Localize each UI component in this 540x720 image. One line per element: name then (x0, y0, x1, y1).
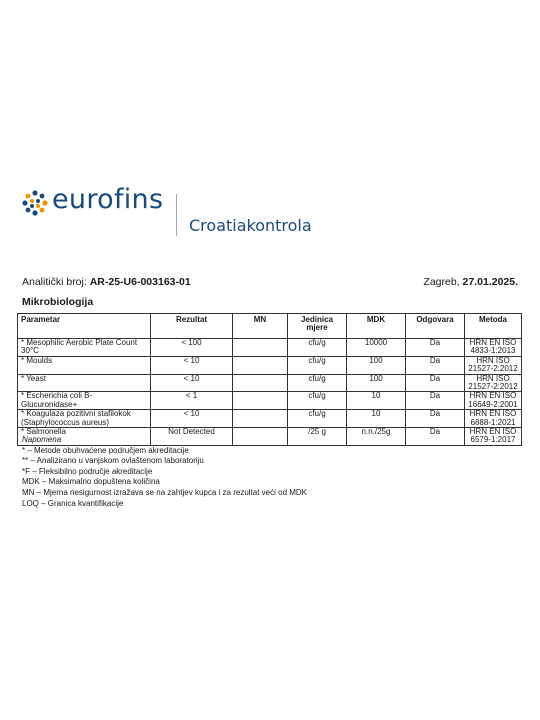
cell-mdk: 10 (347, 410, 406, 428)
brand-name: eurofins (52, 184, 164, 215)
cell-jedinica: cfu/g (288, 339, 347, 357)
note-line: MDK – Maksimalno dopuštena količina (22, 477, 160, 487)
cell-odgovara: Da (406, 427, 465, 445)
cell-metoda: HRN ISO 21527-2:2012 (465, 356, 522, 374)
cell-parametar: * Salmonella (18, 427, 151, 445)
cell-parametar: * Yeast (18, 374, 151, 392)
cell-parametar: * Moulds (18, 356, 151, 374)
report-number: AR-25-U6-003163-01 (89, 276, 191, 288)
cell-odgovara: Da (406, 356, 465, 374)
cell-odgovara: Da (406, 410, 465, 428)
note-line: MN – Mjerna nesigurnost izražava se na zahtjev kupca i za rezultat veći od MDK (22, 487, 308, 497)
header-metoda: Metoda (465, 314, 522, 339)
header-parametar: Parametar (18, 314, 151, 339)
table-row (18, 356, 522, 374)
header-jedinica-mjere: Jedinica mjere (288, 314, 347, 339)
cell-odgovara: Da (406, 339, 465, 357)
cell-mdk: n.n./25g (347, 427, 406, 445)
cell-rezultat: < 100 (151, 339, 233, 357)
report-number-label: Analitički broj: (22, 276, 90, 288)
notes-section (22, 435, 307, 509)
note-line: * – Metode obuhvaćene područjem akreditacije (22, 445, 189, 455)
table-header-row (18, 314, 522, 339)
cell-mdk: 10000 (347, 339, 406, 357)
report-number-line (22, 276, 191, 288)
cell-mn (233, 392, 288, 410)
notes-title: Napomena (22, 435, 62, 444)
cell-mn (233, 410, 288, 428)
cell-metoda: HRN ISO 21527-2:2012 (465, 374, 522, 392)
cell-jedinica: /25 g (288, 427, 347, 445)
cell-jedinica: cfu/g (288, 392, 347, 410)
cell-rezultat: < 1 (151, 392, 233, 410)
cell-mn (233, 356, 288, 374)
cell-mn (233, 374, 288, 392)
date-line (423, 276, 518, 288)
logo-divider (176, 194, 177, 236)
header-mn: MN (233, 314, 288, 339)
cell-metoda: HRN EN ISO 4833-1:2013 (465, 339, 522, 357)
cell-metoda: HRN EN ISO 16649-2:2001 (465, 392, 522, 410)
note-line: *F – Fleksibilno područje akreditacije (22, 466, 153, 476)
header-odgovara: Odgovara (406, 314, 465, 339)
cell-jedinica: cfu/g (288, 410, 347, 428)
cell-rezultat: < 10 (151, 374, 233, 392)
report-date: 27.01.2025. (462, 276, 518, 288)
cell-rezultat: Not Detected (151, 427, 233, 445)
results-table (17, 313, 522, 446)
eurofins-dots-icon (22, 190, 48, 216)
cell-mdk: 10 (347, 392, 406, 410)
cell-rezultat: < 10 (151, 356, 233, 374)
cell-mdk: 100 (347, 374, 406, 392)
sub-brand-name: Croatiakontrola (189, 216, 312, 235)
eurofins-logo (22, 184, 312, 240)
table-row (18, 392, 522, 410)
cell-jedinica: cfu/g (288, 356, 347, 374)
table-row (18, 374, 522, 392)
note-line: LOQ – Granica kvantifikacije (22, 498, 124, 508)
cell-parametar: * Koagulaza pozitivni stafilokok (Staphylococcus aureus) (18, 410, 151, 428)
note-line: ** – Analizirano u vanjskom ovlaštenom laboratoriju (22, 456, 204, 466)
header-rezultat: Rezultat (151, 314, 233, 339)
cell-parametar: * Escherichia coli B-Glucuronidase+ (18, 392, 151, 410)
city: Zagreb, (423, 276, 463, 288)
cell-metoda: HRN EN ISO 6888-1:2021 (465, 410, 522, 428)
table-row (18, 410, 522, 428)
header-mdk: MDK (347, 314, 406, 339)
cell-parametar: * Mesophilic Aerobic Plate Count 30°C (18, 339, 151, 357)
cell-mdk: 100 (347, 356, 406, 374)
section-title: Mikrobiologija (22, 296, 94, 308)
table-row (18, 339, 522, 357)
cell-odgovara: Da (406, 374, 465, 392)
cell-jedinica: cfu/g (288, 374, 347, 392)
cell-mn (233, 339, 288, 357)
cell-metoda: HRN EN ISO 6579-1:2017 (465, 427, 522, 445)
cell-rezultat: < 10 (151, 410, 233, 428)
cell-odgovara: Da (406, 392, 465, 410)
